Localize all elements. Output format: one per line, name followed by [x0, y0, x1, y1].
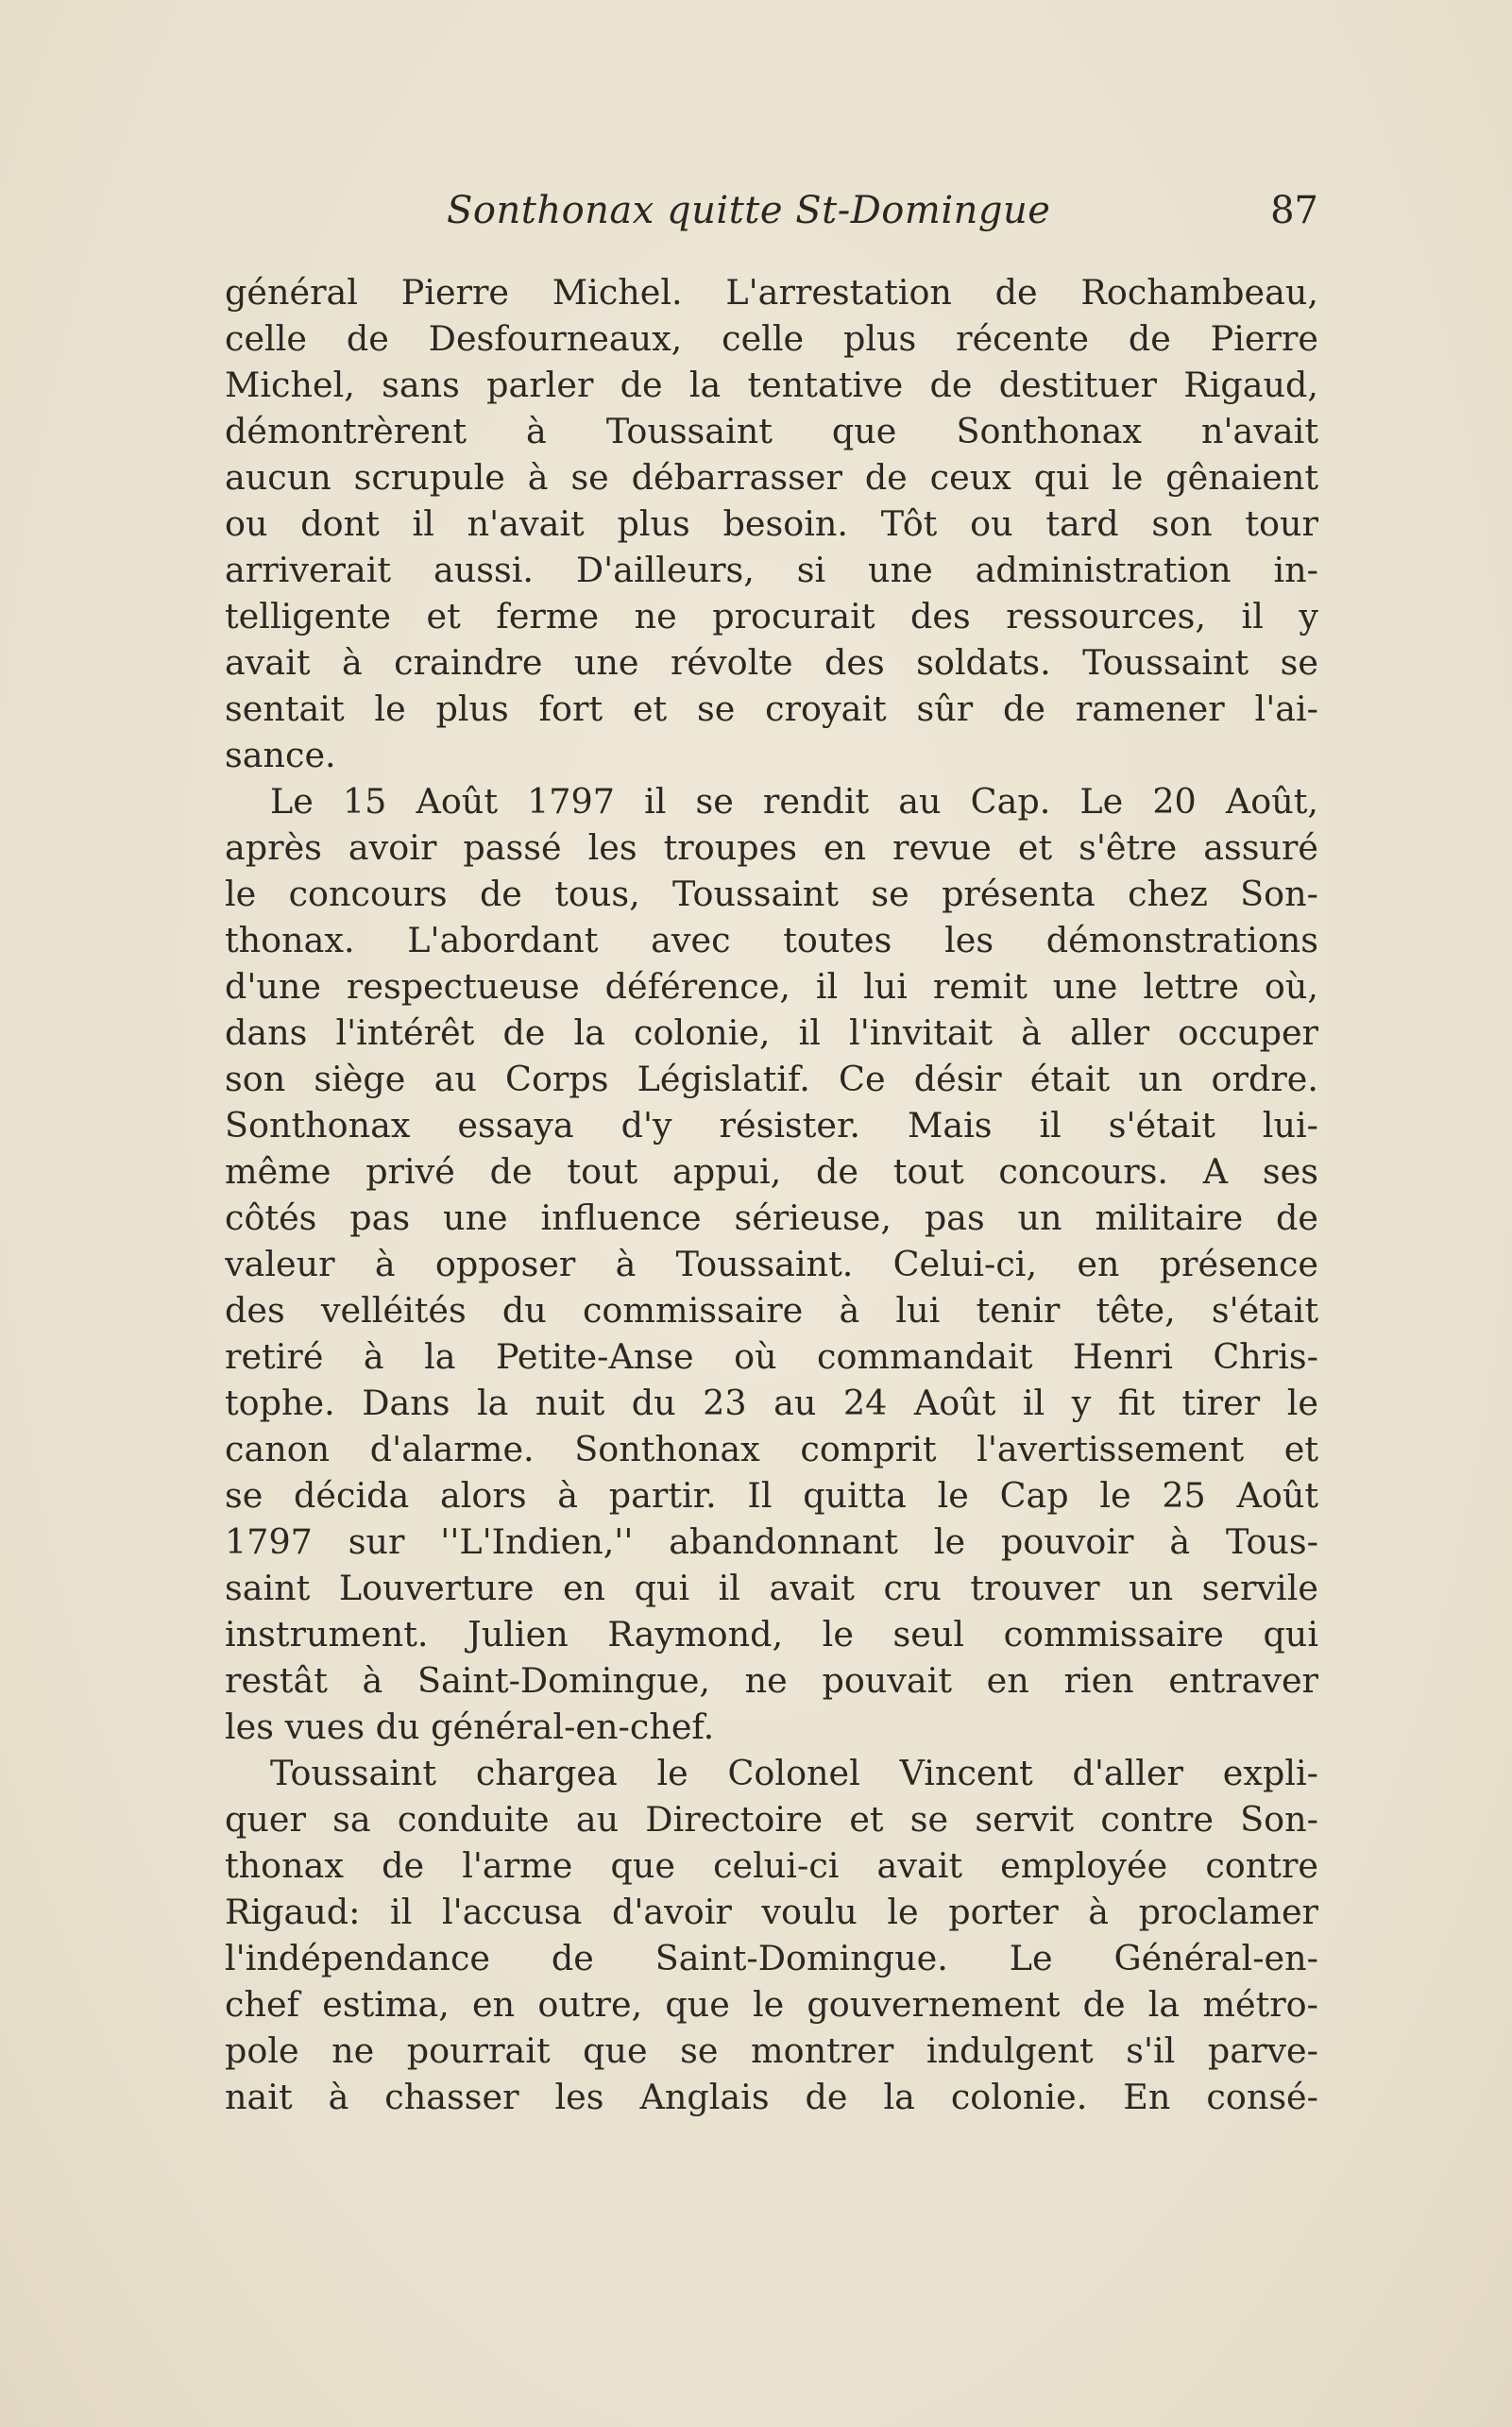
- running-title: Sonthonax quitte St-Domingue: [447, 189, 1051, 232]
- text-line: retiré à la Petite-Anse où commandait Henri Chris-: [225, 1336, 1318, 1377]
- text-line: Sonthonax essaya d'y résister. Mais il s'était lui-: [225, 1105, 1318, 1146]
- text-line: son siège au Corps Législatif. Ce désir était un ordre.: [225, 1059, 1318, 1099]
- text-line: ou dont il n'avait plus besoin. Tôt ou tard son tour: [225, 503, 1318, 544]
- text-line: sance.: [225, 735, 336, 775]
- text-line: arriverait aussi. D'ailleurs, si une administration in-: [225, 550, 1318, 590]
- text-line: démontrèrent à Toussaint que Sonthonax n'avait: [225, 411, 1318, 451]
- text-line: sentait le plus fort et se croyait sûr de ramener l'ai-: [225, 688, 1318, 729]
- page-header: [225, 189, 1318, 246]
- body-text: [225, 269, 1318, 2120]
- text-line: général Pierre Michel. L'arrestation de Rochambeau,: [225, 272, 1318, 313]
- text-line: après avoir passé les troupes en revue et s'être assuré: [225, 827, 1318, 868]
- text-line: Michel, sans parler de la tentative de destituer Rigaud,: [225, 365, 1318, 405]
- text-line: aucun scrupule à se débarrasser de ceux qui le gênaient: [225, 457, 1318, 498]
- text-line: avait à craindre une révolte des soldats. Toussaint se: [225, 642, 1318, 683]
- text-line: nait à chasser les Anglais de la colonie. En consé-: [225, 2077, 1318, 2117]
- text-line: des velléités du commissaire à lui tenir tête, s'était: [225, 1290, 1318, 1331]
- text-line: valeur à opposer à Toussaint. Celui-ci, en présence: [225, 1244, 1318, 1284]
- text-line: canon d'alarme. Sonthonax comprit l'avertissement et: [225, 1429, 1318, 1469]
- text-line: dans l'intérêt de la colonie, il l'invitait à aller occuper: [225, 1012, 1318, 1053]
- text-line: d'une respectueuse déférence, il lui remit une lettre où,: [225, 966, 1318, 1007]
- text-line: Le 15 Août 1797 il se rendit au Cap. Le 20 Août,: [270, 781, 1318, 822]
- text-line: côtés pas une influence sérieuse, pas un militaire de: [225, 1197, 1318, 1238]
- page-number: 87: [1270, 189, 1318, 232]
- text-line: thonax. L'abordant avec toutes les démonstrations: [225, 920, 1318, 960]
- text-line: quer sa conduite au Directoire et se servit contre Son-: [225, 1799, 1318, 1840]
- text-line: saint Louverture en qui il avait cru trouver un servile: [225, 1568, 1318, 1608]
- text-line: Rigaud: il l'accusa d'avoir voulu le porter à proclamer: [225, 1892, 1318, 1932]
- text-line: pole ne pourrait que se montrer indulgent s'il parve-: [225, 2030, 1318, 2071]
- text-line: Toussaint chargea le Colonel Vincent d'aller expli-: [270, 1753, 1318, 1793]
- text-line: le concours de tous, Toussaint se présenta chez Son-: [225, 874, 1318, 914]
- text-line: les vues du général-en-chef.: [225, 1706, 715, 1747]
- text-line: celle de Desfourneaux, celle plus récente de Pierre: [225, 318, 1318, 359]
- text-line: même privé de tout appui, de tout concours. A ses: [225, 1151, 1318, 1192]
- text-line: tophe. Dans la nuit du 23 au 24 Août il y fit tirer le: [225, 1383, 1318, 1423]
- text-line: l'indépendance de Saint-Domingue. Le Général-en-: [225, 1938, 1318, 1978]
- text-line: thonax de l'arme que celui-ci avait employée contre: [225, 1845, 1318, 1886]
- text-line: restât à Saint-Domingue, ne pouvait en rien entraver: [225, 1660, 1318, 1701]
- text-line: telligente et ferme ne procurait des ressources, il y: [225, 596, 1318, 636]
- text-line: instrument. Julien Raymond, le seul commissaire qui: [225, 1614, 1318, 1655]
- text-line: chef estima, en outre, que le gouvernement de la métro-: [225, 1984, 1318, 2025]
- text-line: 1797 sur ''L'Indien,'' abandonnant le pouvoir à Tous-: [225, 1521, 1318, 1562]
- text-line: se décida alors à partir. Il quitta le Cap le 25 Août: [225, 1475, 1318, 1516]
